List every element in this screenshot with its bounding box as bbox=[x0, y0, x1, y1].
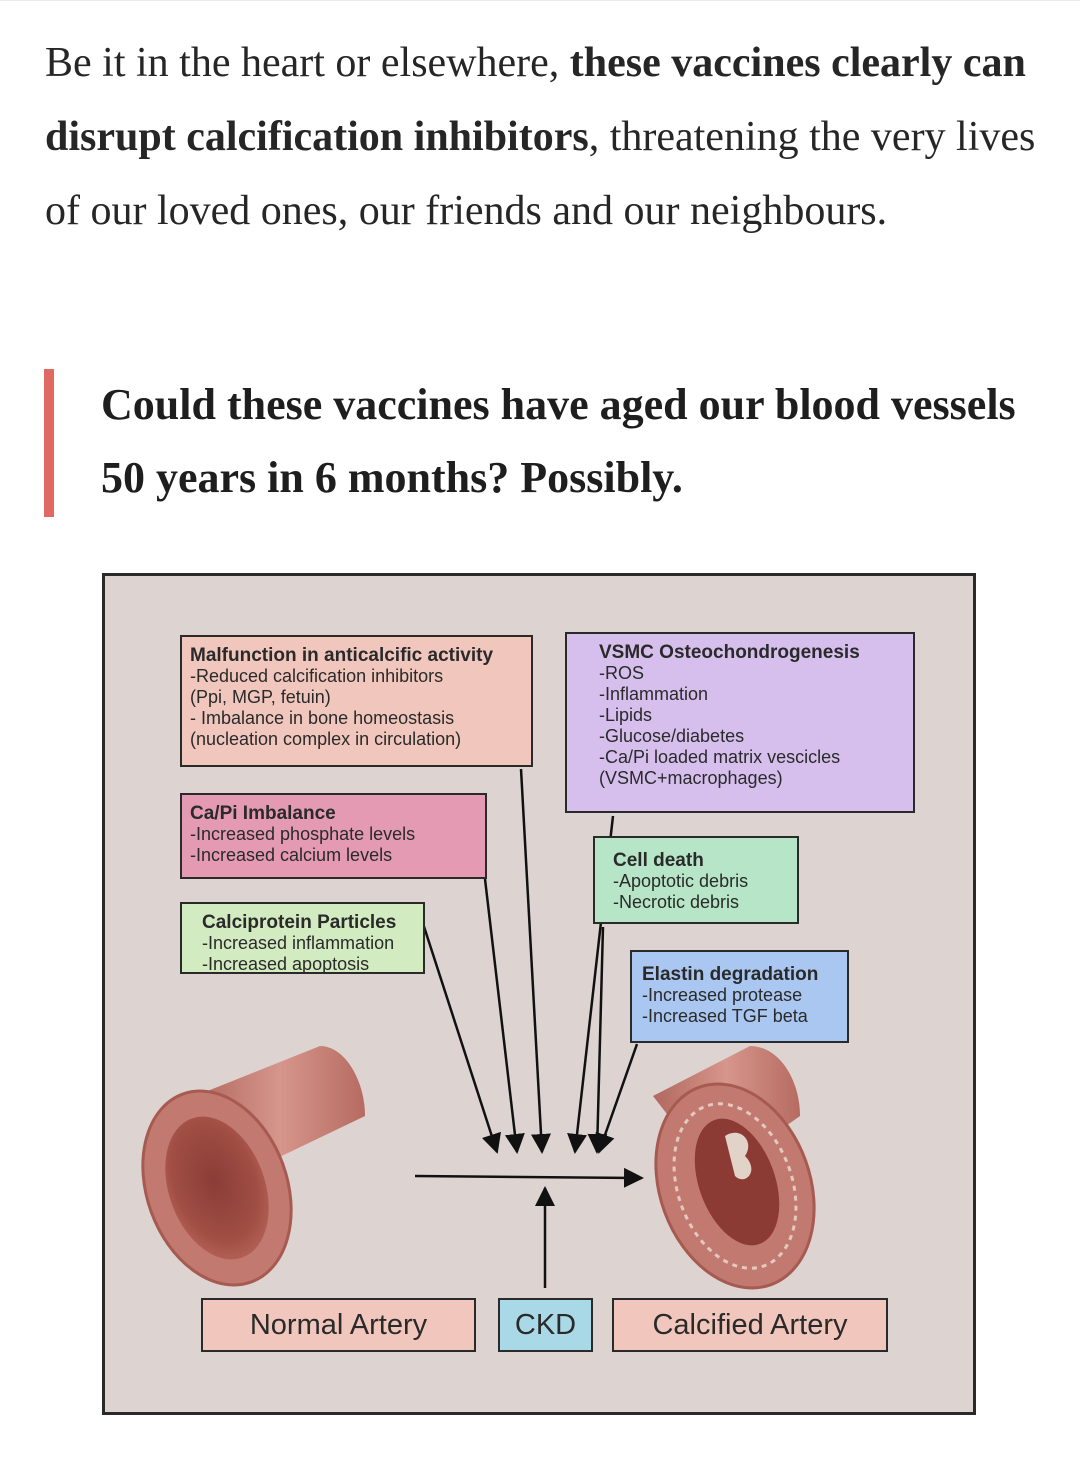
vsmc-line: -Glucose/diabetes bbox=[599, 726, 745, 746]
normal-artery-label: Normal Artery bbox=[201, 1298, 476, 1352]
normal-artery-illustration bbox=[117, 1046, 365, 1306]
pullquote-bar bbox=[44, 369, 54, 517]
top-divider bbox=[0, 0, 1080, 5]
elastin-line: -Increased TGF beta bbox=[642, 1006, 808, 1026]
cell-death-line: -Necrotic debris bbox=[613, 892, 740, 912]
vsmc-line: -ROS bbox=[599, 663, 644, 683]
cell-death-box bbox=[593, 836, 799, 924]
calcified-artery-label: Calcified Artery bbox=[612, 1298, 888, 1352]
ckd-label: CKD bbox=[498, 1298, 593, 1352]
calciprotein-title: Calciprotein Particles bbox=[202, 912, 397, 933]
capi-line: -Increased phosphate levels bbox=[190, 824, 416, 844]
paragraph-text-end: , threatening the very lives of our loved ones, our friends and our neighbours. bbox=[45, 114, 1036, 234]
calciprotein-particles-box bbox=[180, 902, 425, 974]
vsmc-line: -Inflammation bbox=[599, 684, 709, 704]
calciprotein-line: -Increased apoptosis bbox=[202, 954, 370, 974]
malfunction-line: -Reduced calcification inhibitors bbox=[190, 666, 444, 686]
artery-calcification-figure bbox=[102, 573, 976, 1415]
malfunction-line: (Ppi, MGP, fetuin) bbox=[190, 687, 331, 707]
paragraph-bold-text: these vaccines clearly can disrupt calcification inhibitors bbox=[45, 40, 1026, 160]
malfunction-anticalcific-box bbox=[180, 635, 533, 767]
malfunction-title: Malfunction in anticalcific activity bbox=[190, 645, 494, 666]
cell-death-title: Cell death bbox=[613, 850, 704, 871]
paragraph-text-start: Be it in the heart or elsewhere, bbox=[45, 40, 570, 86]
vsmc-line: (VSMC+macrophages) bbox=[599, 768, 783, 788]
vsmc-line: -Lipids bbox=[599, 705, 653, 725]
calciprotein-line: -Increased inflammation bbox=[202, 933, 395, 953]
capi-title: Ca/Pi Imbalance bbox=[190, 803, 336, 824]
cell-death-line: -Apoptotic debris bbox=[613, 871, 749, 891]
pullquote: Could these vaccines have aged our blood vessels 50 years in 6 months? Possibly. bbox=[101, 380, 1016, 502]
article-paragraph bbox=[45, 26, 1045, 248]
vsmc-osteochondrogenesis-box bbox=[565, 632, 915, 813]
malfunction-line: - Imbalance in bone homeostasis bbox=[190, 708, 455, 728]
elastin-line: -Increased protease bbox=[642, 985, 803, 1005]
vsmc-line: -Ca/Pi loaded matrix vescicles bbox=[599, 747, 841, 767]
capi-line: -Increased calcium levels bbox=[190, 845, 393, 865]
elastin-degradation-box bbox=[630, 950, 849, 1043]
malfunction-line: (nucleation complex in circulation) bbox=[190, 729, 462, 749]
calcified-artery-illustration bbox=[629, 1046, 842, 1310]
vsmc-title: VSMC Osteochondrogenesis bbox=[599, 642, 860, 663]
capi-imbalance-box bbox=[180, 793, 487, 879]
elastin-title: Elastin degradation bbox=[642, 964, 819, 985]
